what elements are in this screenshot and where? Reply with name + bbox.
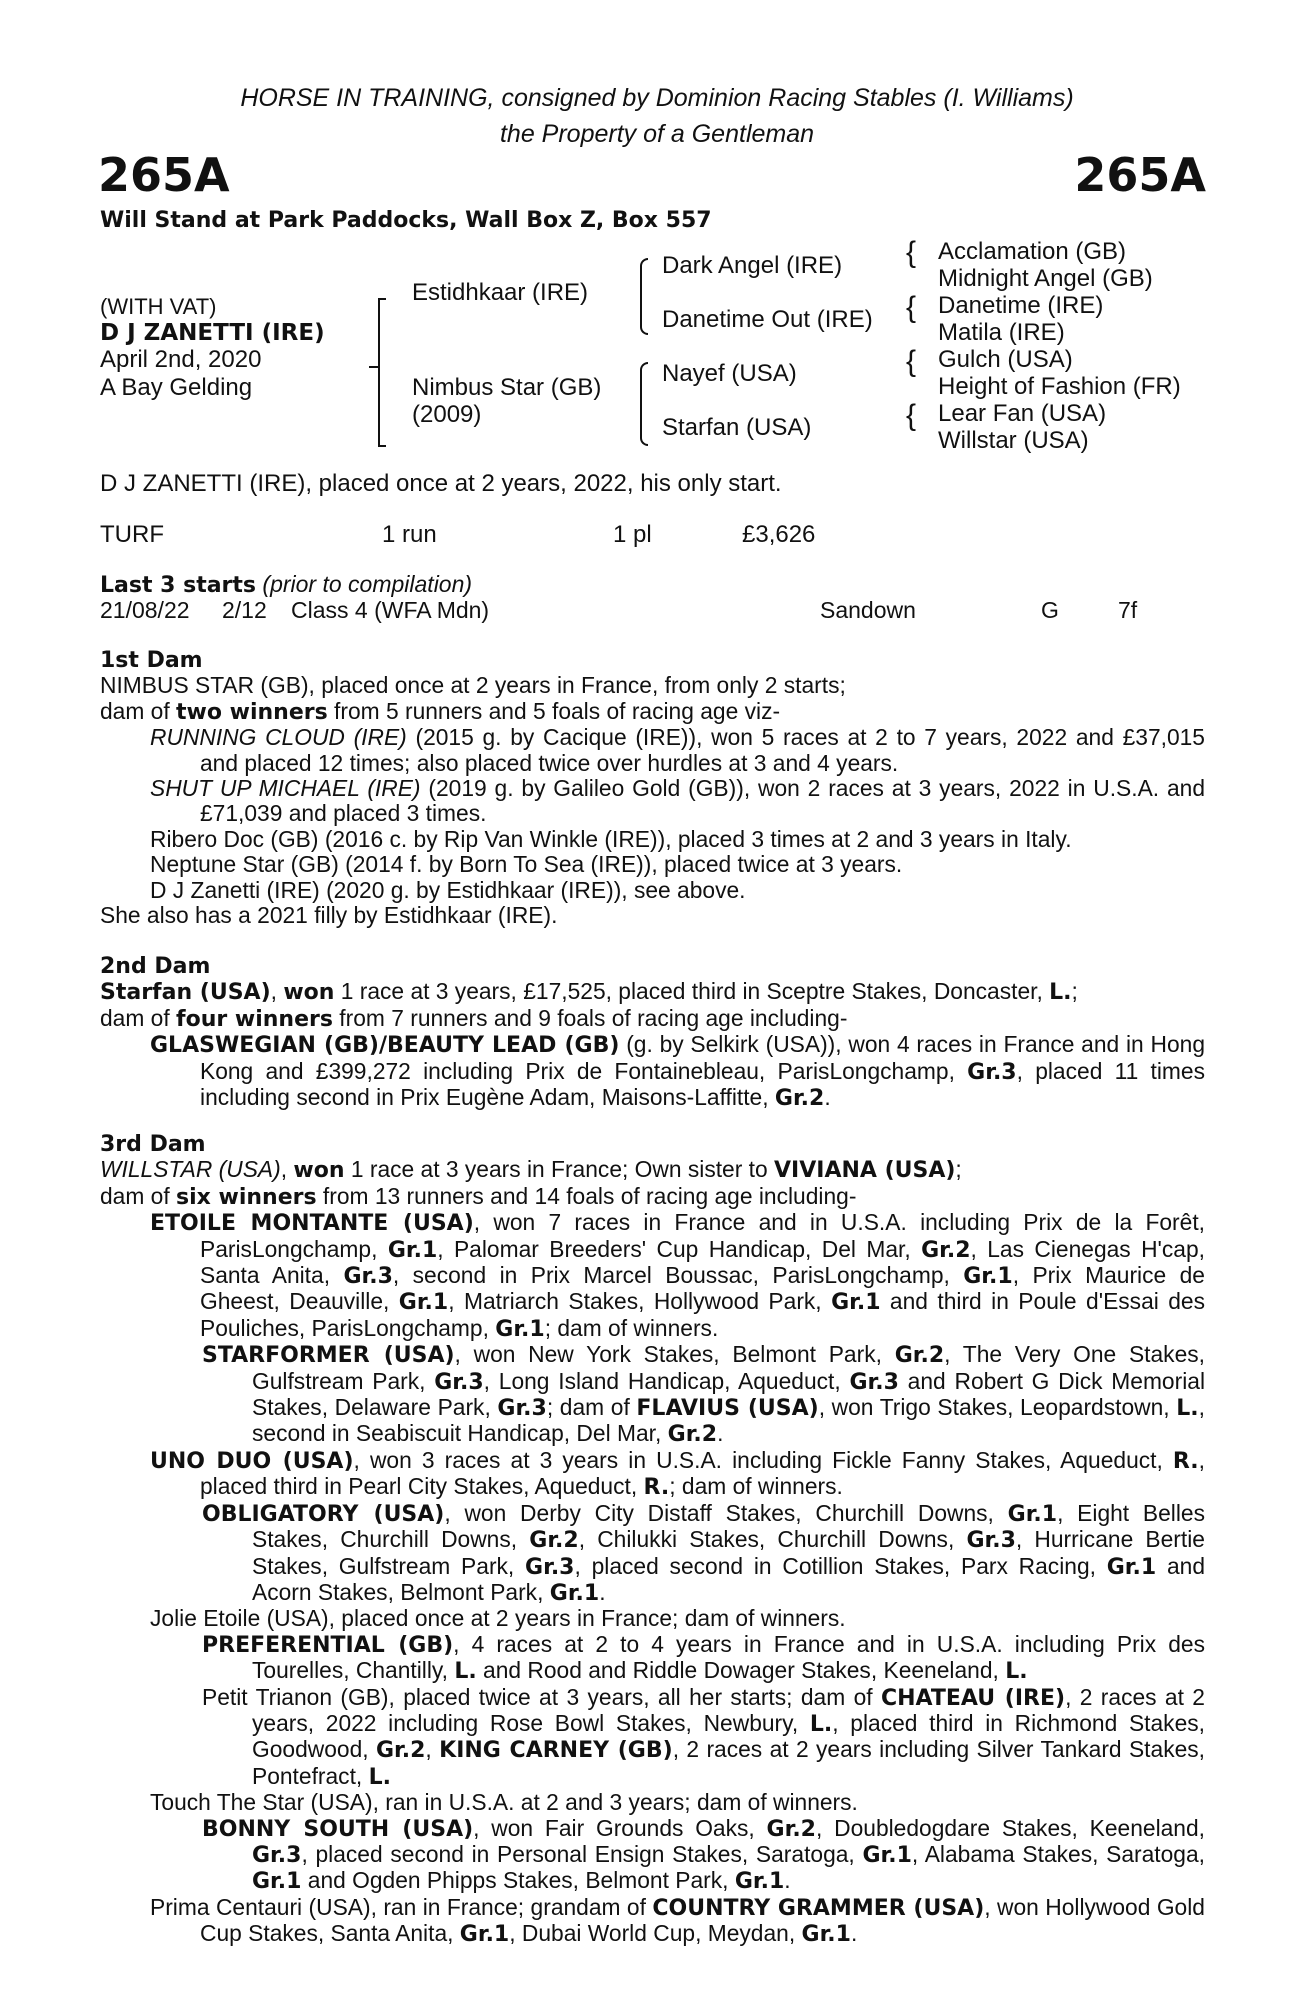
pedigree-dsd: Height of Fashion (FR) [938,373,1181,400]
text: , Chilukki Stakes, Churchill Downs, [578,1526,967,1553]
text: , [270,978,284,1005]
progeny-name: KING CARNEY (GB) [439,1738,673,1764]
grade: Gr.2 [667,1422,718,1448]
pedigree-brace-sire [640,258,648,335]
text: , [280,1156,294,1183]
grade: Gr.1 [495,1316,545,1342]
dam-name: WILLSTAR (USA) [100,1156,281,1183]
grade: Gr.1 [398,1290,449,1316]
pedigree-ddd: Willstar (USA) [938,427,1089,454]
grade: Gr.2 [894,1343,945,1369]
record-earnings: £3,626 [742,521,816,548]
text: and Robert G Dick Memorial Stakes, Delaware Park, [252,1367,1206,1421]
progeny-name: BONNY SOUTH (USA) [202,1816,474,1842]
text: , placed third in Pearl City Stakes, Aqueduct, [200,1446,1205,1500]
record-surface: TURF [100,521,164,548]
first-dam-title: 1st Dam [100,648,203,673]
text: , The Very One Stakes, Gulfstream Park, [252,1341,1205,1394]
text: , placed second in Personal Ensign Stakes, Saratoga, [301,1840,863,1867]
text: and Acorn Stakes, Belmont Park, [252,1552,1205,1605]
grade: Gr.2 [921,1237,971,1263]
third-dam-produce-line [100,1184,1205,1210]
winner-count: six winners [176,1184,317,1210]
pedigree-sdd: Matila (IRE) [938,319,1065,346]
progeny-obligatory [100,1501,1205,1607]
progeny-prima-centauri [100,1895,1205,1948]
third-dam-title: 3rd Dam [100,1132,206,1157]
third-dam-line [100,1157,1205,1183]
grade: Gr.3 [343,1264,393,1290]
text: from 7 runners and 9 foals of racing age including- [332,1004,848,1031]
pedigree-sire-sire: Dark Angel (IRE) [662,252,843,279]
grade: Gr.3 [497,1396,547,1422]
text: , placed 11 times including second in Prix Eugène Adam, Maisons-Laffitte, [200,1057,1205,1111]
winner-count: two winners [176,699,328,725]
property-line: the Property of a Gentleman [499,120,815,148]
text: , Alabama Stakes, Saratoga, [911,1840,1205,1867]
start-position: 2/12 [222,597,267,623]
consignment-line: HORSE IN TRAINING, consigned by Dominion Racing Stables (I. Williams) [240,84,1074,112]
text: Prima Centauri (USA), ran in France; grandam of [150,1893,653,1920]
grade: Gr.1 [1106,1554,1157,1580]
progeny-uno-duo [100,1448,1205,1501]
pedigree-sds: Danetime (IRE) [938,292,1104,319]
text: , Prix Maurice de Gheest, Deauville, [200,1262,1205,1315]
first-dam-line: NIMBUS STAR (GB), placed once at 2 years in France, from only 2 starts; [100,672,846,699]
grade: Gr.1 [459,1922,510,1948]
text: . [599,1578,606,1605]
grade: Gr.3 [252,1842,302,1868]
text: and Rood and Riddle Dowager Stakes, Keeneland, [476,1657,1006,1684]
text: , 2 races at 2 years, 2022 including Rose Bowl Stakes, Newbury, [252,1683,1205,1736]
text: , Eight Belles Stakes, Churchill Downs, [252,1499,1205,1553]
progeny-name: OBLIGATORY (USA) [202,1501,445,1527]
sister-name: VIVIANA (USA) [774,1158,956,1184]
text: , Long Island Handicap, Aqueduct, [483,1367,850,1394]
pedigree-brace-dam [640,362,648,446]
second-dam-produce-line [100,1006,1205,1032]
text: . [850,1920,858,1947]
grade: Gr.3 [967,1059,1017,1085]
grade: R. [643,1475,670,1501]
text: . [784,1867,791,1894]
start-distance: 7f [1118,597,1138,623]
pedigree-brace-main [378,298,386,447]
pedigree-sire-dam: Danetime Out (IRE) [662,306,873,333]
text: , placed third in Richmond Stakes, Goodwood, [252,1709,1205,1763]
pedigree-brace-point [369,366,378,368]
progeny-glaswegian [100,1032,1205,1111]
text: , Dubai World Cup, Meydan, [509,1920,802,1947]
start-course: Sandown [820,597,916,623]
text: ; [1071,978,1078,1005]
pedigree-dam-sire: Nayef (USA) [662,360,797,387]
text: and Ogden Phipps Stakes, Belmont Park, [301,1867,735,1894]
won-label: won [293,1158,345,1184]
progeny-name: SHUT UP MICHAEL (IRE) [150,775,421,802]
third-dam-section [100,1132,1205,1948]
text: ; dam of winners. [669,1473,843,1500]
text: , 4 races at 2 to 4 years in France and in U.S.A. including Prix des Tourelles, Chantilly, [252,1630,1205,1684]
progeny-name: UNO DUO (USA) [150,1448,354,1474]
text: from 5 runners and 5 foals of racing age viz- [327,697,781,724]
last-starts-title: Last 3 starts [100,573,257,598]
lot-number-right: 265A [1074,148,1206,202]
text: , placed second in Cotillion Stakes, Parx Racing, [574,1552,1107,1579]
grade: Gr.1 [1007,1501,1058,1527]
stand-location: Will Stand at Park Paddocks, Wall Box Z, Box 557 [100,208,712,233]
text: , [425,1736,440,1763]
text: , won Fair Grounds Oaks, [473,1814,767,1841]
record-placings: 1 pl [613,521,652,548]
text: , won New York Stakes, Belmont Park, [454,1341,895,1368]
text: , won Hollywood Gold Cup Stakes, Santa Anita, [200,1893,1205,1947]
pedigree-sire: Estidhkaar (IRE) [412,279,589,306]
progeny-name: GLASWEGIAN (GB)/BEAUTY LEAD (GB) [150,1033,620,1059]
text: , Las Cienegas H'cap, Santa Anita, [200,1235,1205,1289]
text: dam of [100,1182,177,1209]
horse-description: A Bay Gelding [100,374,253,401]
text: , Doubledogdare Stakes, Keeneland, [815,1814,1206,1841]
start-going: G [1041,597,1059,623]
text: dam of [100,697,177,724]
text: 1 race at 3 years, £17,525, placed third in Sceptre Stakes, Doncaster, [334,978,1050,1005]
grade: L. [454,1659,477,1685]
grade: L. [809,1711,833,1737]
progeny-name: ETOILE MONTANTE (USA) [150,1211,474,1237]
grade: Gr.3 [849,1369,899,1395]
dam-name: Starfan (USA) [100,980,271,1006]
grade: L. [1176,1396,1199,1422]
grade: R. [1172,1448,1199,1474]
pedigree-dam-year: (2009) [412,401,482,428]
text: , second in Prix Marcel Boussac, ParisLongchamp, [392,1262,964,1289]
text: ; dam of [546,1394,637,1421]
progeny-text: (2015 g. by Cacique (IRE)), won 5 races at 2 to 7 years, 2022 and £37,015 and placed 12 times; also placed twice over hurdles at 3 and 4 years. [200,724,1205,776]
second-dam-title: 2nd Dam [100,954,211,979]
record-runs: 1 run [382,521,437,548]
grade: Gr.3 [525,1554,575,1580]
foaling-date: April 2nd, 2020 [100,346,262,373]
progeny-shut-up-michael [100,776,1205,827]
grade: L. [1049,980,1072,1006]
second-dam-section [100,954,1205,1111]
progeny-name: FLAVIUS (USA) [636,1396,819,1422]
progeny-neptune-star: Neptune Star (GB) (2014 f. by Born To Sea (IRE)), placed twice at 3 years. [150,851,903,878]
grade: Gr.2 [375,1738,426,1764]
grade: Gr.1 [963,1264,1013,1290]
progeny-preferential [100,1632,1205,1685]
text: and third in Poule d'Essai des Pouliches, ParisLongchamp, [200,1288,1205,1341]
progeny-dj-zanetti: D J Zanetti (IRE) (2020 g. by Estidhkaar (IRE)), see above. [150,876,746,903]
last-starts-heading [100,571,472,598]
vat-label: (WITH VAT) [100,294,217,319]
text: dam of [100,1004,177,1031]
progeny-ribero-doc: Ribero Doc (GB) (2016 c. by Rip Van Winkle (IRE)), placed 3 times at 2 and 3 years in Italy. [150,825,1072,852]
text: . [717,1420,724,1447]
pedigree-dam: Nimbus Star (GB) [412,374,602,401]
second-dam-line [100,979,1205,1005]
grade: Gr.2 [766,1816,816,1842]
text: , won Derby City Distaff Stakes, Churchill Downs, [444,1499,1008,1526]
progeny-etoile-montante [100,1210,1205,1342]
text: (g. by Selkirk (USA)), won 4 races in France and in Hong Kong and £399,272 including Prix de Fontainebleau, ParisLongchamp, [200,1031,1205,1084]
grade: L. [368,1764,391,1790]
pedigree-ssd: Midnight Angel (GB) [938,265,1153,292]
text: , Palomar Breeders' Cup Handicap, Del Mar, [437,1235,922,1262]
won-label: won [283,980,335,1006]
text: ; [955,1156,962,1183]
text: , Matriarch Stakes, Hollywood Park, [448,1288,832,1315]
grade: Gr.1 [801,1922,851,1948]
pedigree-dss: Gulch (USA) [938,346,1073,373]
horse-name: D J ZANETTI (IRE) [100,320,325,346]
last-starts-note: (prior to compilation) [262,571,473,597]
progeny-name: RUNNING CLOUD (IRE) [150,724,407,751]
pedigree-sss: Acclamation (GB) [938,238,1127,265]
pedigree-dam-dam: Starfan (USA) [662,414,812,441]
start-date: 21/08/22 [100,597,190,623]
first-dam-produce-line [100,699,1205,725]
text: 1 race at 3 years in France; Own sister to [344,1156,775,1183]
grade: L. [1005,1659,1028,1685]
grade: Gr.3 [434,1369,484,1395]
progeny-touch-the-star: Touch The Star (USA), ran in U.S.A. at 2 and 3 years; dam of winners. [150,1789,858,1816]
progeny-running-cloud [100,725,1205,776]
first-dam-filly: She also has a 2021 filly by Estidhkaar (IRE). [100,902,558,929]
pedigree-brace-g3-3: { [906,345,917,378]
text: , won 3 races at 3 years in U.S.A. including Fickle Fanny Stakes, Aqueduct, [353,1446,1173,1473]
grade: Gr.2 [529,1528,579,1554]
text: , 2 races at 2 years including Silver Tankard Stakes, Pontefract, [252,1736,1206,1789]
text: . [824,1084,831,1111]
lot-number-left: 265A [98,148,230,202]
text: from 13 runners and 14 foals of racing age including- [316,1182,857,1209]
progeny-starformer [100,1342,1205,1448]
progeny-name: COUNTRY GRAMMER (USA) [652,1895,985,1921]
text: , second in Seabiscuit Handicap, Del Mar, [252,1394,1205,1447]
pedigree-brace-g3-2: { [906,291,917,324]
text: Petit Trianon (GB), placed twice at 3 years, all her starts; dam of [202,1683,881,1710]
progeny-jolie-etoile: Jolie Etoile (USA), placed once at 2 years in France; dam of winners. [150,1605,846,1632]
progeny-name: PREFERENTIAL (GB) [202,1632,454,1658]
grade: Gr.2 [774,1086,825,1112]
text: , Hurricane Bertie Stakes, Gulfstream Park, [252,1526,1205,1579]
grade: Gr.1 [252,1869,302,1895]
winner-count: four winners [176,1006,333,1032]
progeny-text: (2019 g. by Galileo Gold (GB)), won 2 races at 3 years, 2022 in U.S.A. and £71,039 and placed 3 times. [200,775,1205,827]
pedigree-dds: Lear Fan (USA) [938,400,1107,427]
grade: Gr.1 [387,1237,438,1263]
pedigree-brace-g3-1: { [906,236,917,269]
grade: Gr.1 [549,1580,600,1606]
progeny-bonny-south [100,1816,1205,1895]
text: ; dam of winners. [544,1314,719,1341]
grade: Gr.3 [966,1528,1016,1554]
progeny-name: STARFORMER (USA) [202,1343,455,1369]
progeny-name: CHATEAU (IRE) [880,1685,1066,1711]
first-dam-section [100,648,1205,928]
text: , won 7 races in France and in U.S.A. including Prix de la Forêt, ParisLongchamp, [200,1209,1205,1262]
grade: Gr.1 [862,1842,912,1868]
text: , won Trigo Stakes, Leopardstown, [818,1394,1177,1421]
progeny-petit-trianon [100,1685,1205,1791]
grade: Gr.1 [831,1290,881,1316]
pedigree-brace-g3-4: { [906,399,917,432]
start-race: Class 4 (WFA Mdn) [291,597,490,623]
grade: Gr.1 [734,1869,785,1895]
race-summary: D J ZANETTI (IRE), placed once at 2 years, 2022, his only start. [100,470,782,497]
